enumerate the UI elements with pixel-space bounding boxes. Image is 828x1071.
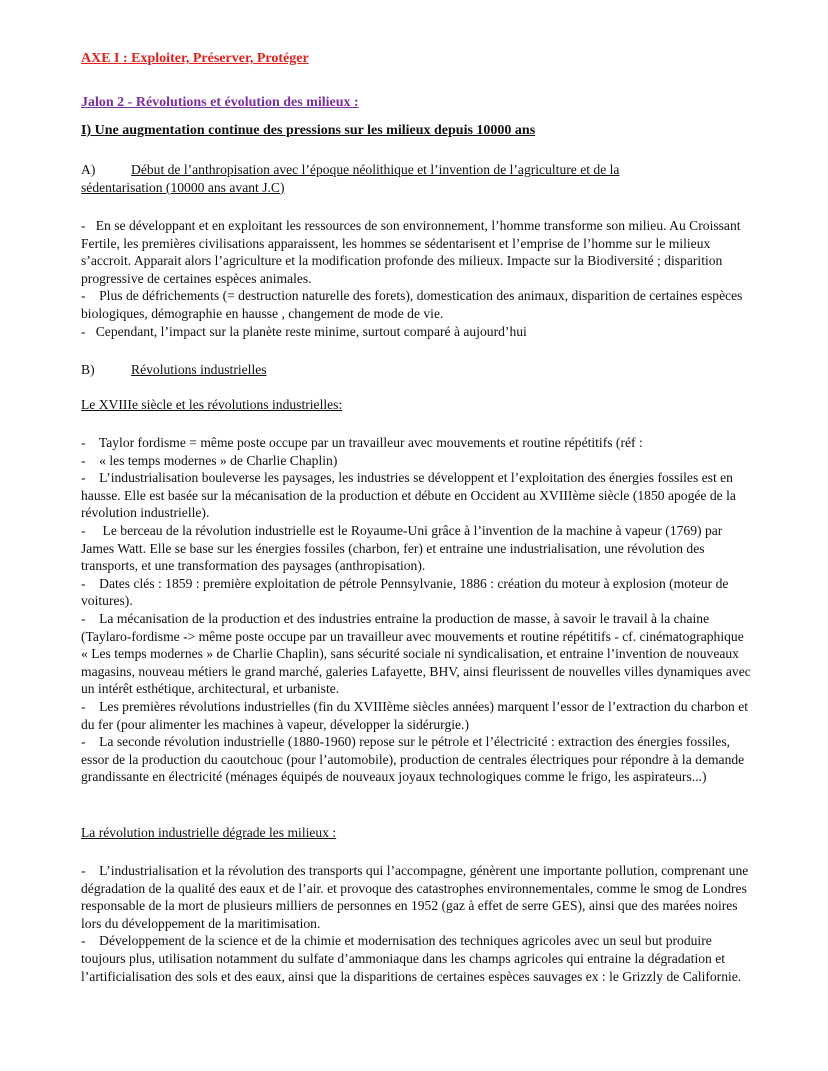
- section-c-list: [81, 862, 751, 985]
- list-item: - Taylor fordisme = même poste occupe par un travailleur avec mouvements et routine répétitifs (réf :: [81, 435, 643, 450]
- section-a-title-line1: Début de l’anthropisation avec l’époque néolithique et l’invention de l’agriculture et de la: [131, 162, 620, 177]
- list-item: - L’industrialisation bouleverse les paysages, les industries se développent et l’exploitation des énergies fossiles est en hausse. Elle est basée sur la mécanisation de la production et débute en Occident au XVIIIème siècle (1850 apogée de la révolution industrielle).: [81, 470, 736, 521]
- section-b-title: Révolutions industrielles: [131, 362, 267, 377]
- list-item: - Développement de la science et de la chimie et modernisation des techniques agricoles avec un seul but produire toujours plus, utilisation notamment du sulfate d’ammoniaque dans les champs agricoles qui entraine la dégradation et l’artificialisation des sols et des eaux, ainsi que la disparitions de certaines espèces sauvages ex : le Grizzly de Californie.: [81, 933, 742, 984]
- section-b-letter: B): [81, 362, 95, 377]
- list-item: - Le berceau de la révolution industrielle est le Royaume-Uni grâce à l’invention de la machine à vapeur (1769) par James Watt. Elle se base sur les énergies fossiles (charbon, fer) et entraine une industrialisation, une révolution des transports, et une transformation des paysages (anthropisation).: [81, 522, 723, 574]
- section-a-list: [81, 217, 751, 340]
- section-a-title-line2: sédentarisation (10000 ans avant J.C): [81, 179, 285, 195]
- part-title: I) Une augmentation continue des pressions sur les milieux depuis 10000 ans: [81, 123, 536, 138]
- list-item: - Les premières révolutions industrielles (fin du XVIIIème siècles années) marquent l’essor de l’extraction du charbon et du fer (pour alimenter les machines à vapeur, développer la sidérurgie.): [81, 698, 749, 732]
- list-item: - L’industrialisation et la révolution des transports qui l’accompagne, génèrent une importante pollution, comprenant une dégradation de la qualité des eaux et de l’air. et provoque des catastrophes environnementales, comme le smog de Londres responsable de la mort de plusieurs milliers de personnes en 1952 (gaz à effet de serre GES), ainsi que des marées noires lors du développement de la maritimisation.: [81, 863, 749, 931]
- list-item: - « les temps modernes » de Charlie Chaplin): [81, 452, 338, 468]
- axe-title: AXE I : Exploiter, Préserver, Protéger: [81, 51, 309, 66]
- list-item: - La mécanisation de la production et des industries entraine la production de masse, à savoir le travail à la chaine (Taylaro-fordisme -> même poste occupe par un travailleur avec mouvements et routine répétitifs - cf. cinématographique « Les temps modernes » de Charlie Chaplin), sans sécurité sociale ni syndicalisation, et entraine l’invention de nouveaux magasins, nouveau métiers le grand marché, galeries Lafayette, BHV, ainsi fleurissent de nouvelles villes dynamiques avec un intérêt esthétique, architectural, et urbaniste.: [81, 610, 751, 697]
- list-item: - Dates clés : 1859 : première exploitation de pétrole Pennsylvanie, 1886 : création du moteur à explosion (moteur de voitures).: [81, 575, 729, 609]
- list-item: - En se développant et en exploitant les ressources de son environnement, l’homme transforme son milieu. Au Croissant Fertile, les premières civilisations apparaissent, les hommes se sédentarisent et l’emprise de l’homme sur le milieux s’accroit. Apparait alors l’agriculture et la modification profonde des milieux. Impacte sur la Biodiversité ; disparition progressive de certaines espèces animales.: [81, 218, 741, 286]
- jalon-title: Jalon 2 - Révolutions et évolution des milieux :: [81, 95, 359, 110]
- list-item: - Cependant, l’impact sur la planète reste minime, surtout comparé à aujourd’hui: [81, 323, 527, 339]
- list-item: - Plus de défrichements (= destruction naturelle des forets), domestication des animaux, disparition de certaines espèces biologiques, démographie en hausse , changement de mode de vie.: [81, 288, 743, 321]
- section-b-list: [81, 434, 751, 786]
- section-c-subtitle: La révolution industrielle dégrade les milieux :: [81, 825, 337, 840]
- section-b-heading: [81, 361, 751, 379]
- section-a-letter: A): [81, 162, 96, 177]
- section-b-subtitle: Le XVIIIe siècle et les révolutions industrielles:: [81, 397, 343, 412]
- list-item: - La seconde révolution industrielle (1880-1960) repose sur le pétrole et l’électricité : extraction des énergies fossiles, essor de la production du caoutchouc (pour l’automobile), production de centrales électriques pour répondre à la demande grandissante en électricité (ménages équipés de nouveaux joyaux technologiques comme le frigo, les aspirateurs...): [81, 734, 745, 785]
- section-a-heading: [81, 161, 751, 196]
